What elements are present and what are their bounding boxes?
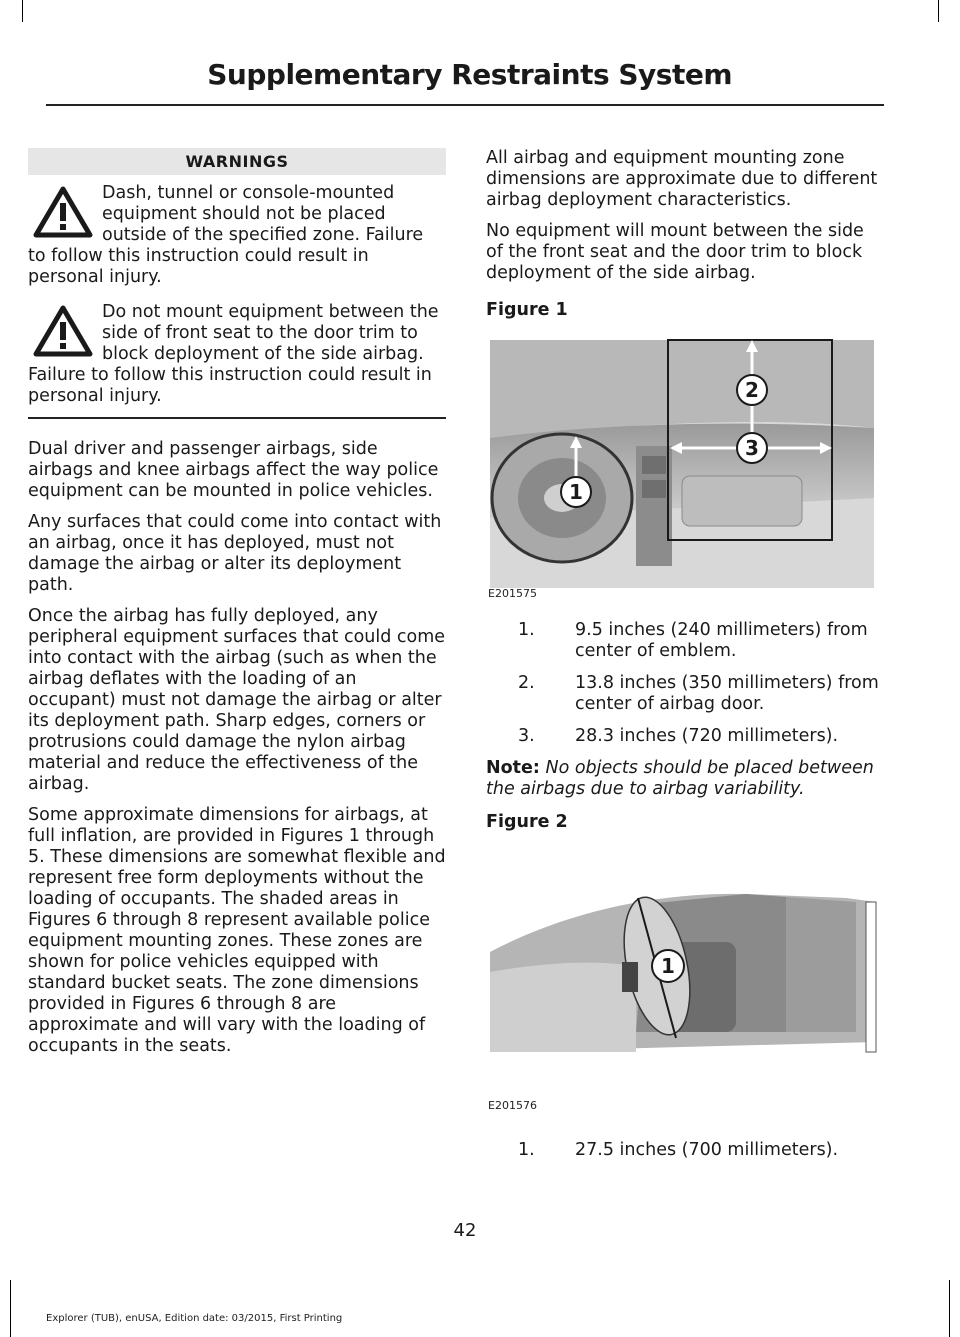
paragraph: All airbag and equipment mounting zone dimensions are approximate due to different airbag deployment characteristics.: [486, 148, 878, 210]
paragraph: Once the airbag has fully deployed, any peripheral equipment surfaces that could come into contact with the airbag (such as when the airbag deflates with the loading of an occupant) must not damage the airbag or alter its deployment path. Sharp edges, corners or protrusions could damage the nylon airbag material and reduce the effectiveness of the airbag.: [28, 606, 446, 794]
warning-text: Dash, tunnel or console-mounted equipment should not be placed outside of the specified zone. Failure to follow this instruction could result in personal injury.: [28, 183, 424, 287]
list-item: [486, 1140, 880, 1161]
figure-2-id: E201576: [488, 1099, 537, 1112]
warning-item: [28, 302, 446, 407]
note-label: Note:: [486, 758, 540, 778]
note: [486, 758, 880, 800]
paragraph: Dual driver and passenger airbags, side airbags and knee airbags affect the way police equipment can be mounted in police vehicles.: [28, 439, 439, 501]
page-number: 42: [453, 1220, 477, 1241]
header-rule: [46, 104, 884, 106]
footer-edition: Explorer (TUB), enUSA, Edition date: 03/2015, First Printing: [46, 1313, 343, 1324]
warnings-rule: [28, 417, 446, 419]
right-column: [486, 148, 880, 1172]
list-item: [486, 726, 880, 747]
callout-2: 2: [745, 378, 759, 402]
figure-2-list: [486, 1140, 880, 1161]
crop-mark-top-left: [22, 0, 23, 22]
side-airbag-diagram: [486, 842, 880, 1092]
warnings-title: WARNINGS: [28, 148, 446, 175]
paragraph: Any surfaces that could come into contact with an airbag, once it has deployed, must not damage the airbag or alter its deployment path.: [28, 512, 442, 595]
callout-1: 1: [569, 480, 583, 504]
crop-mark-bottom-left: [10, 1280, 11, 1337]
list-number: 1.: [518, 1140, 535, 1160]
warning-text: Do not mount equipment between the side of front seat to the door trim to block deployment of the side airbag. Failure to follow this instruction could result in personal injury.: [28, 302, 439, 406]
crop-mark-top-right: [938, 0, 939, 22]
callout-3: 3: [745, 436, 759, 460]
list-text: 9.5 inches (240 millimeters) from center of emblem.: [575, 620, 868, 661]
figure-1-list: [486, 620, 880, 747]
page-title: Supplementary Restraints System: [207, 58, 732, 91]
list-item: [486, 620, 880, 662]
list-item: [486, 673, 880, 715]
list-text: 13.8 inches (350 millimeters) from center of airbag door.: [575, 673, 879, 714]
figure-1-label: Figure 1: [486, 300, 568, 320]
paragraph: No equipment will mount between the side of the front seat and the door trim to block deployment of the side airbag.: [486, 221, 864, 283]
figure-2-label: Figure 2: [486, 812, 568, 832]
figure-1-id: E201575: [488, 587, 537, 600]
list-text: 28.3 inches (720 millimeters).: [575, 726, 839, 746]
warning-triangle-icon: [28, 302, 98, 364]
paragraph: Some approximate dimensions for airbags, at full inflation, are provided in Figures 1 through 5. These dimensions are somewhat flexible and represent free form deployments without the loading of occupants. The shaded areas in Figures 6 through 8 represent available police equipment mounting zones. These zones are shown for police vehicles equipped with standard bucket seats. The zone dimensions provided in Figures 6 through 8 are approximate and will vary with the loading of occupants in the seats.: [28, 805, 446, 1056]
note-text: No objects should be placed between the airbags due to airbag variability.: [486, 758, 874, 799]
callout-1: 1: [661, 954, 675, 978]
list-number: 2.: [518, 673, 535, 693]
crop-mark-bottom-right: [949, 1280, 950, 1337]
warning-item: [28, 183, 446, 288]
left-column: [28, 148, 446, 1067]
figure-1-dashboard-illustration: [486, 328, 880, 600]
list-text: 27.5 inches (700 millimeters).: [575, 1140, 839, 1160]
list-number: 1.: [518, 620, 535, 640]
dashboard-diagram: [486, 328, 880, 588]
figure-2-side-airbag-illustration: [486, 842, 880, 1112]
warning-triangle-icon: [28, 183, 98, 245]
list-number: 3.: [518, 726, 535, 746]
